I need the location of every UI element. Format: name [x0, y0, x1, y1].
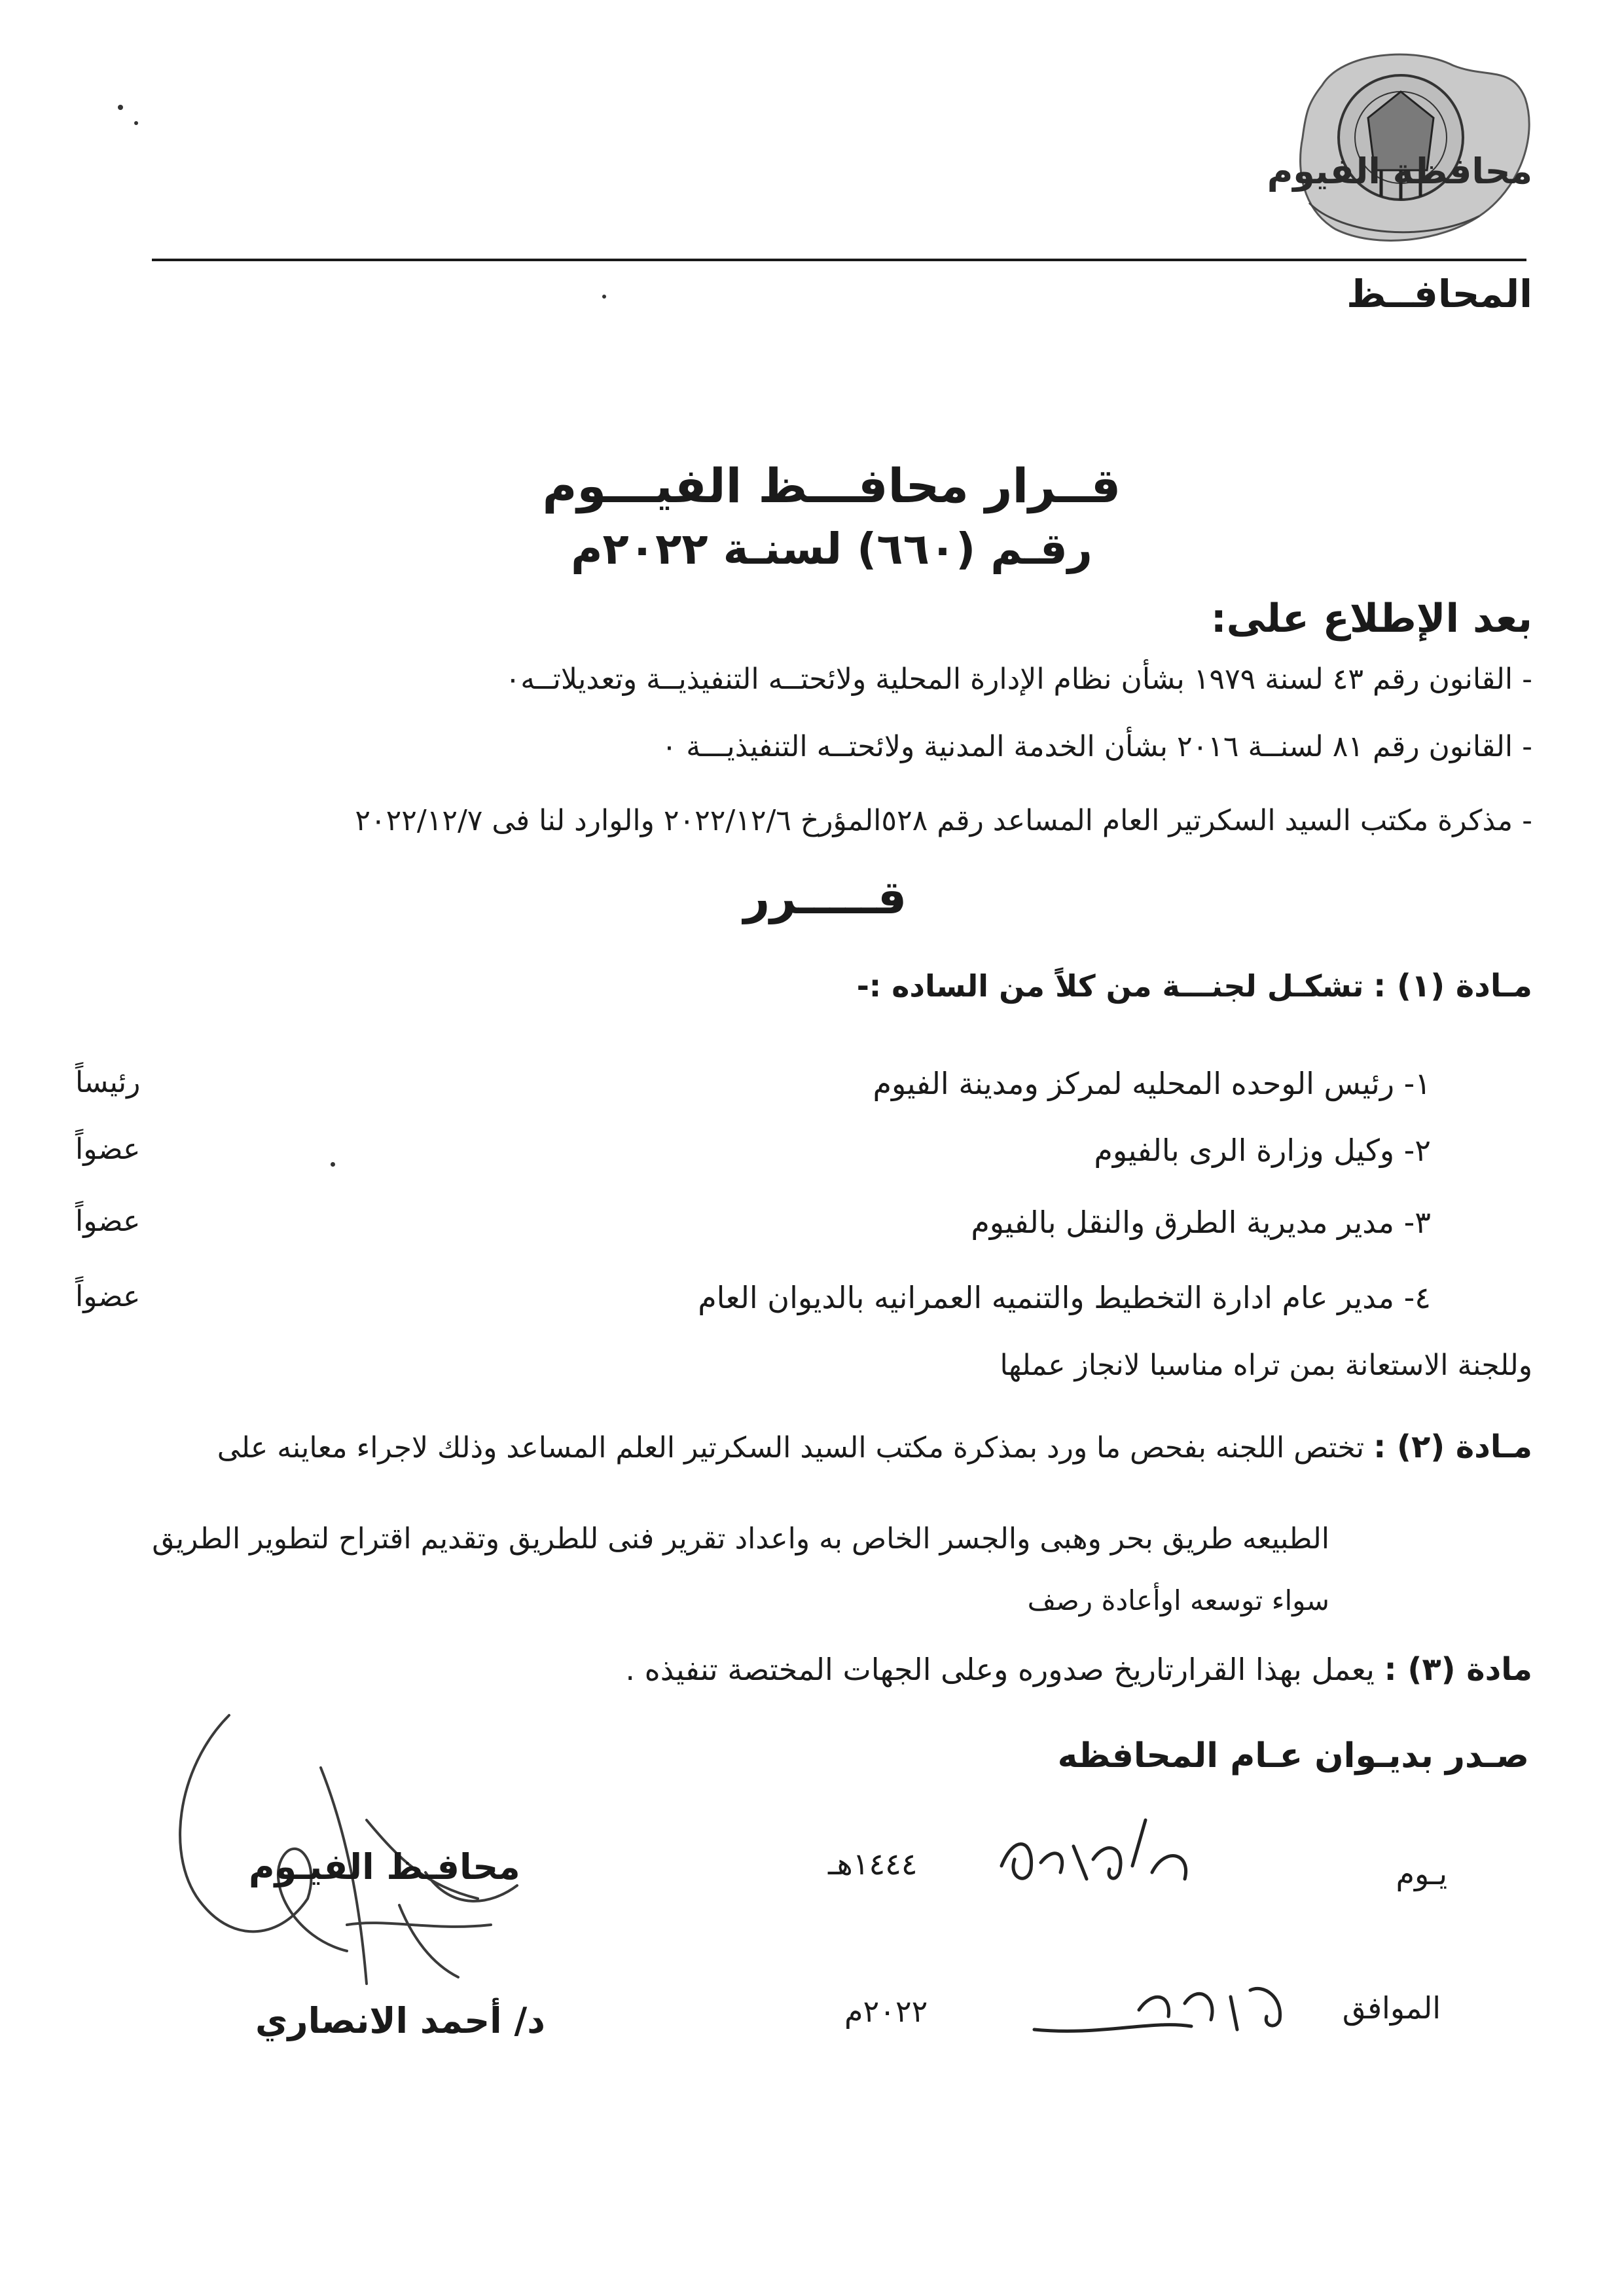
reference-law-81: - القانون رقم ٨١ لسنــة ٢٠١٦ بشأن الخدمة المدنية ولائحتــه التنفيذيـــة ٠ [661, 730, 1532, 763]
article-1 [857, 968, 1532, 1004]
member-role: عضواً [75, 1280, 141, 1313]
hijri-year: ١٤٤٤هـ [828, 1846, 918, 1882]
issued-at: صـدر بديـوان عـام المحافظه [1057, 1736, 1529, 1776]
member-name: ٣- مدير مديرية الطرق والنقل بالفيوم [971, 1205, 1431, 1240]
handwritten-gregorian-date [1021, 1958, 1309, 2049]
article-2 [217, 1429, 1532, 1465]
committee-note: وللجنة الاستعانة بمن تراه مناسبا لانجاز عملها [1000, 1349, 1532, 1382]
governorate-seal [1283, 39, 1545, 255]
signatory-name: د/ أحمد الانصاري [255, 2000, 545, 2041]
article-2-line-2: الطبيعه طريق بحر وهبى والجسر الخاص به واعداد تقرير فنى للطريق وتقديم اقتراح لتطوير الطريق [152, 1522, 1329, 1556]
member-name: ٤- مدير عام ادارة التخطيط والتنميه العمرانيه بالديوان العام [698, 1280, 1431, 1315]
article-2-line-1: تختص اللجنه بفحص ما ورد بمذكرة مكتب السيد السكرتير العلم المساعد وذلك لاجراء معاينه على [217, 1431, 1365, 1465]
member-role: عضواً [75, 1205, 141, 1238]
member-name: ١- رئيس الوحده المحليه لمركز ومدينة الفيوم [873, 1066, 1431, 1101]
scan-speck [118, 105, 123, 110]
gregorian-year: ٢٠٢٢م [844, 1994, 928, 2029]
reference-memo: - مذكرة مكتب السيد السكرتير العام المساعد رقم ٥٢٨المؤرخ ٢٠٢٢/١٢/٦ والوارد لنا فى ٢٠٢٢/١٢/٧ [355, 804, 1532, 837]
decree-title: قــرار محافـــظ الفيـــوم [542, 458, 1121, 513]
preamble-heading: بعد الإطلاع على: [1210, 596, 1532, 642]
scan-speck [134, 121, 138, 125]
member-name: ٢- وكيل وزارة الرى بالفيوم [1094, 1133, 1431, 1168]
article-2-line-3: سواء توسعه اوأعادة رصف [1027, 1584, 1329, 1616]
article-1-label: مـادة (١) : [1373, 968, 1532, 1004]
handwritten-hijri-date [995, 1807, 1204, 1899]
decides-heading: قـــــرر [743, 871, 907, 924]
scan-speck [602, 295, 606, 299]
decree-number: رقـم (٦٦٠) لسنـة ٢٠٢٢م [571, 524, 1092, 574]
corresponding-label: الموافق [1342, 1990, 1441, 2026]
article-3 [625, 1651, 1532, 1688]
signatory-title: محافـظ الفيـوم [249, 1846, 520, 1887]
member-role: رئيساً [75, 1066, 141, 1099]
member-role: عضواً [75, 1133, 141, 1166]
scan-speck [331, 1162, 335, 1167]
article-1-text: تشكـل لجنـــة من كلاً من الساده :- [856, 968, 1364, 1004]
seal-label: محافظة الفيوم [1267, 151, 1532, 192]
day-label: يـوم [1396, 1856, 1447, 1891]
header-rule [152, 259, 1526, 261]
article-2-label: مـادة (٢) : [1373, 1429, 1532, 1465]
office-title: المحافــظ [1346, 272, 1532, 316]
article-3-label: مادة (٣) : [1384, 1651, 1532, 1688]
article-3-text: يعمل بهذا القرارتاريخ صدوره وعلى الجهات المختصة تنفيذه . [625, 1652, 1375, 1687]
reference-law-43: - القانون رقم ٤٣ لسنة ١٩٧٩ بشأن نظام الإدارة المحلية ولائحتــه التنفيذيــة وتعديلاتــه٠ [505, 663, 1532, 696]
